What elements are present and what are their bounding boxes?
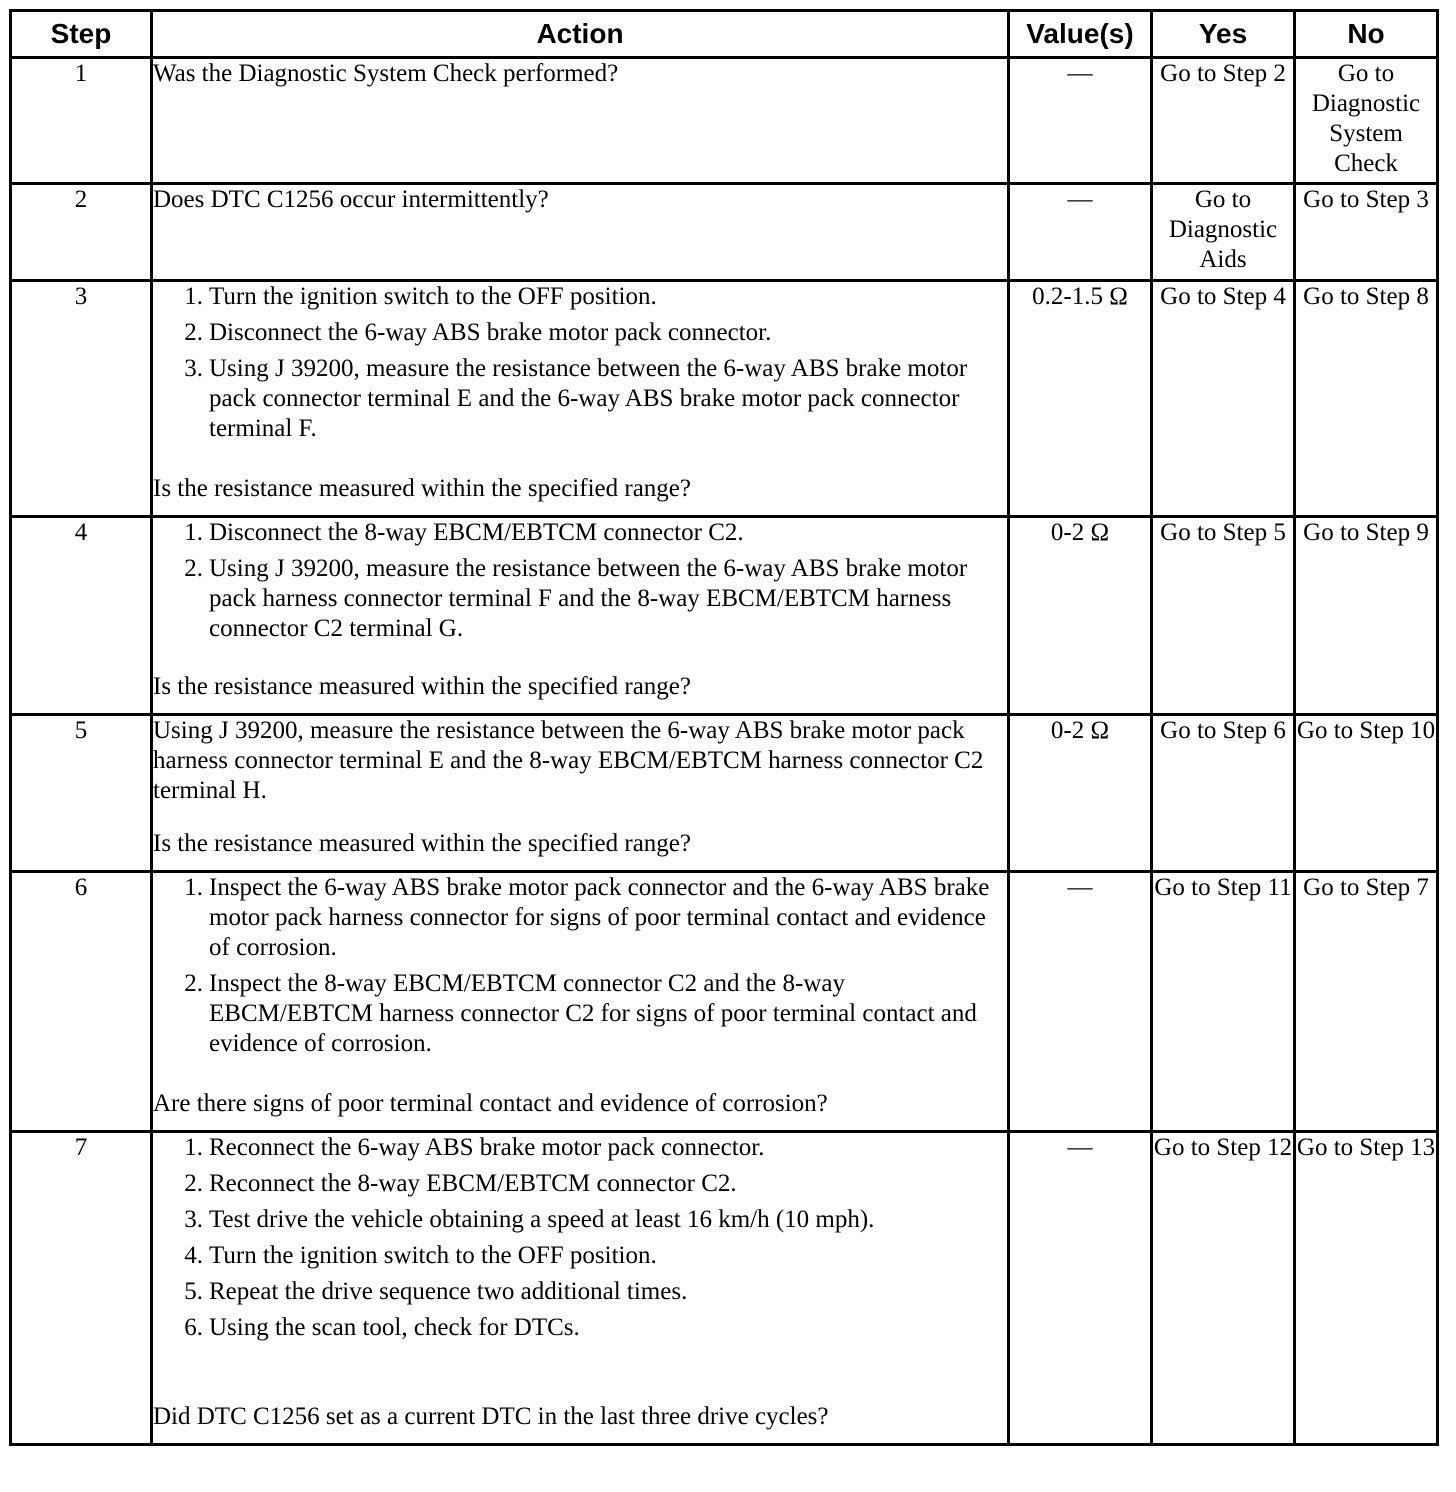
header-step: Step — [11, 11, 152, 58]
list-item-number: 2. — [184, 1170, 203, 1197]
table-row — [11, 1132, 1438, 1445]
step-number: 2 — [11, 184, 152, 281]
list-item-text: Reconnect the 8-way EBCM/EBTCM connector C2. — [209, 1170, 737, 1197]
list-item — [153, 282, 1007, 312]
yes-cell: Go to Step 5 — [1152, 517, 1295, 715]
action-text: Does DTC C1256 occur intermittently? — [153, 186, 549, 213]
table-row — [11, 715, 1438, 872]
list-item-text: Repeat the drive sequence two additional times. — [209, 1278, 688, 1305]
action-steps-list — [153, 1133, 1007, 1349]
yes-cell: Go to Step 2 — [1152, 58, 1295, 184]
step-number: 3 — [11, 281, 152, 517]
list-item-text: Disconnect the 6-way ABS brake motor pack connector. — [209, 319, 772, 346]
list-item — [153, 969, 1007, 1059]
list-item-text: Using J 39200, measure the resistance between the 6-way ABS brake motor pack harness connector terminal F and the 8-way EBCM/EBTCM harness connector C2 terminal G. — [209, 555, 968, 642]
list-item — [153, 554, 1007, 644]
list-item — [153, 518, 1007, 548]
list-item-text: Using J 39200, measure the resistance between the 6-way ABS brake motor pack connector terminal E and the 6-way ABS brake motor pack connector terminal F. — [209, 355, 968, 442]
yes-cell: Go to Step 11 — [1152, 872, 1295, 1132]
action-steps-list — [153, 873, 1007, 1065]
value-cell: — — [1009, 872, 1152, 1132]
list-item-text: Turn the ignition switch to the OFF position. — [209, 1242, 657, 1269]
action-question: Are there signs of poor terminal contact and evidence of corrosion? — [153, 1090, 828, 1117]
action-question: Is the resistance measured within the specified range? — [153, 830, 691, 857]
header-yes: Yes — [1152, 11, 1295, 58]
list-item — [153, 354, 1007, 444]
value-cell: 0.2-1.5 Ω — [1009, 281, 1152, 517]
action-cell — [152, 715, 1009, 872]
header-no: No — [1295, 11, 1438, 58]
list-item — [153, 873, 1007, 963]
no-cell: Go to Step 7 — [1295, 872, 1438, 1132]
list-item — [153, 1205, 1007, 1235]
list-item-number: 2. — [184, 319, 203, 346]
action-steps-list — [153, 518, 1007, 650]
yes-cell: Go to Step 4 — [1152, 281, 1295, 517]
list-item-number: 3. — [184, 355, 203, 382]
list-item-number: 1. — [184, 283, 203, 310]
list-item — [153, 1313, 1007, 1343]
list-item-text: Inspect the 6-way ABS brake motor pack connector and the 6-way ABS brake motor pack harness connector for signs of poor terminal contact and evidence of corrosion. — [209, 874, 990, 961]
action-text: Was the Diagnostic System Check performed? — [153, 60, 619, 87]
list-item-number: 2. — [184, 970, 203, 997]
action-question: Is the resistance measured within the specified range? — [153, 475, 691, 502]
value-cell: — — [1009, 58, 1152, 184]
action-question: Did DTC C1256 set as a current DTC in the last three drive cycles? — [153, 1403, 829, 1430]
step-number: 5 — [11, 715, 152, 872]
no-cell: Go to Step 9 — [1295, 517, 1438, 715]
step-number: 4 — [11, 517, 152, 715]
value-cell: — — [1009, 1132, 1152, 1445]
list-item-number: 1. — [184, 1134, 203, 1161]
list-item-text: Turn the ignition switch to the OFF position. — [209, 283, 657, 310]
action-cell — [152, 184, 1009, 281]
list-item-number: 5. — [184, 1278, 203, 1305]
action-cell — [152, 872, 1009, 1132]
diagnostic-table — [9, 9, 1439, 1446]
list-item-number: 6. — [184, 1314, 203, 1341]
yes-cell: Go to Diagnostic Aids — [1152, 184, 1295, 281]
action-cell — [152, 517, 1009, 715]
action-text: Using J 39200, measure the resistance between the 6-way ABS brake motor pack harness connector terminal E and the 8-way EBCM/EBTCM harness connector C2 terminal H. — [153, 717, 984, 804]
step-number: 6 — [11, 872, 152, 1132]
no-cell: Go to Step 3 — [1295, 184, 1438, 281]
table-row — [11, 872, 1438, 1132]
list-item-number: 1. — [184, 519, 203, 546]
header-action: Action — [152, 11, 1009, 58]
action-question: Is the resistance measured within the specified range? — [153, 673, 691, 700]
list-item-text: Disconnect the 8-way EBCM/EBTCM connector C2. — [209, 519, 744, 546]
table-row — [11, 281, 1438, 517]
value-cell: 0-2 Ω — [1009, 715, 1152, 872]
list-item-text: Test drive the vehicle obtaining a speed at least 16 km/h (10 mph). — [209, 1206, 875, 1233]
no-cell: Go to Step 13 — [1295, 1132, 1438, 1445]
header-values: Value(s) — [1009, 11, 1152, 58]
list-item — [153, 1169, 1007, 1199]
list-item-text: Using the scan tool, check for DTCs. — [209, 1314, 580, 1341]
list-item-text: Reconnect the 6-way ABS brake motor pack connector. — [209, 1134, 765, 1161]
list-item — [153, 1241, 1007, 1271]
header-row — [11, 11, 1438, 58]
action-cell — [152, 58, 1009, 184]
table-row — [11, 517, 1438, 715]
list-item — [153, 1277, 1007, 1307]
value-cell: — — [1009, 184, 1152, 281]
list-item-number: 4. — [184, 1242, 203, 1269]
list-item-number: 3. — [184, 1206, 203, 1233]
yes-cell: Go to Step 6 — [1152, 715, 1295, 872]
action-steps-list — [153, 282, 1007, 450]
yes-cell: Go to Step 12 — [1152, 1132, 1295, 1445]
step-number: 7 — [11, 1132, 152, 1445]
action-cell — [152, 281, 1009, 517]
list-item — [153, 1133, 1007, 1163]
list-item — [153, 318, 1007, 348]
table-body — [11, 58, 1438, 1445]
step-number: 1 — [11, 58, 152, 184]
no-cell: Go to Step 8 — [1295, 281, 1438, 517]
list-item-number: 1. — [184, 874, 203, 901]
table-row — [11, 184, 1438, 281]
table-row — [11, 58, 1438, 184]
list-item-text: Inspect the 8-way EBCM/EBTCM connector C2 and the 8-way EBCM/EBTCM harness connector C2 for signs of poor terminal contact and evidence of corrosion. — [209, 970, 977, 1057]
value-cell: 0-2 Ω — [1009, 517, 1152, 715]
no-cell: Go to Step 10 — [1295, 715, 1438, 872]
action-cell — [152, 1132, 1009, 1445]
list-item-number: 2. — [184, 555, 203, 582]
no-cell: Go to Diagnostic System Check — [1295, 58, 1438, 184]
